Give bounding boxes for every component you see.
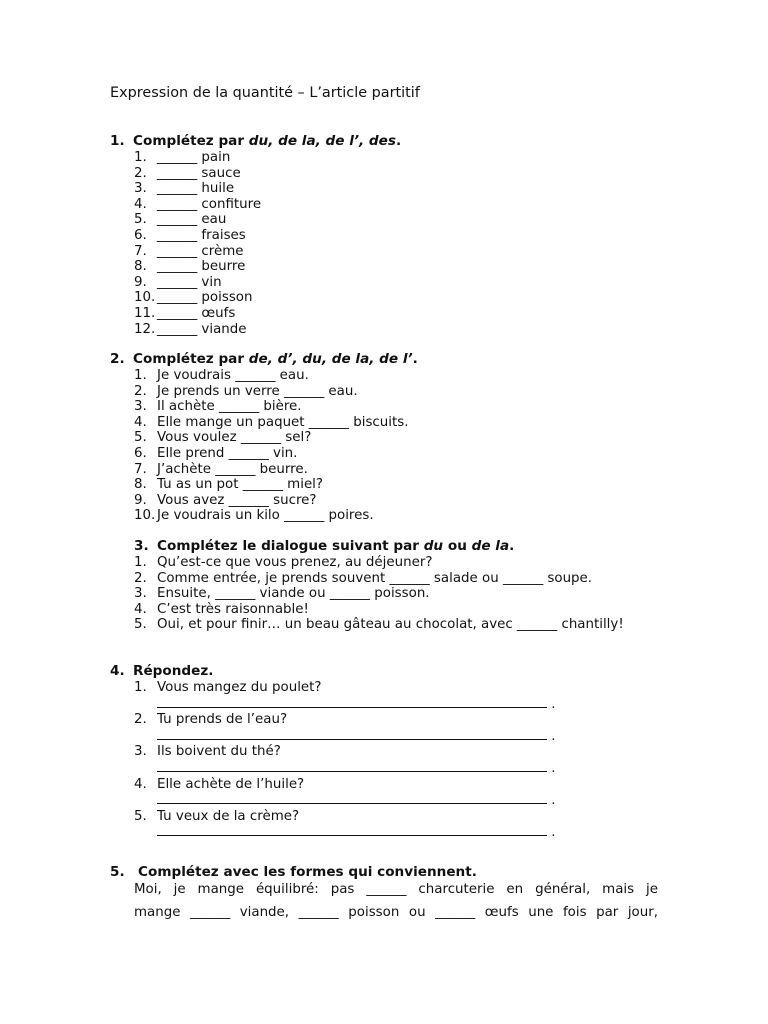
list-item <box>134 586 624 602</box>
paragraph-line: mange ______ viande, ______ poisson ou ______ œufs une fois par jour, <box>134 905 658 920</box>
item-number: 9. <box>134 492 147 508</box>
item-text: ______ œufs <box>157 305 236 321</box>
item-text: J’achète ______ beurre. <box>157 461 308 477</box>
list-item <box>134 430 408 446</box>
item-number: 4. <box>134 196 147 212</box>
section-number: 4. <box>110 663 125 679</box>
list-item <box>134 322 261 338</box>
list-item <box>134 368 408 384</box>
instruction-end: . <box>395 133 402 149</box>
answer-line[interactable] <box>157 824 547 836</box>
item-number: 2. <box>134 165 147 181</box>
answer-dot: . <box>551 825 556 841</box>
instruction-text: Complétez par <box>133 351 249 367</box>
list-item <box>134 415 408 431</box>
item-text: Elle achète de l’huile? <box>157 776 305 792</box>
item-text: ______ eau <box>157 212 227 228</box>
answer-row <box>134 760 556 777</box>
list-item <box>134 181 261 197</box>
section-number: 5. <box>110 864 125 880</box>
list-item <box>134 275 261 291</box>
section-number: 1. <box>110 133 125 149</box>
item-text: ______ beurre <box>157 259 246 275</box>
instruction-word-1: du <box>423 538 444 554</box>
instruction-end: . <box>509 538 515 554</box>
item-number: 7. <box>134 243 147 259</box>
list-item <box>134 617 624 633</box>
list-item <box>134 602 624 618</box>
section-5-paragraph <box>134 878 658 924</box>
list-item <box>134 259 261 275</box>
list-item <box>134 744 556 760</box>
item-number: 1. <box>134 150 147 165</box>
item-text: Je prends un verre ______ eau. <box>157 383 358 399</box>
list-item <box>134 712 556 728</box>
list-item <box>134 306 261 322</box>
item-number: 9. <box>134 274 147 290</box>
section-1-list <box>134 150 261 337</box>
item-number: 3. <box>134 586 147 602</box>
item-number: 10. <box>134 290 156 306</box>
item-number: 8. <box>134 259 147 275</box>
list-item <box>134 166 261 182</box>
item-text: ______ huile <box>157 181 235 197</box>
item-text: Elle prend ______ vin. <box>157 445 298 461</box>
item-text: Elle mange un paquet ______ biscuits. <box>157 414 409 430</box>
item-text: ______ viande <box>157 321 247 337</box>
list-item <box>134 212 261 228</box>
section-3-heading <box>134 539 514 555</box>
section-1-heading <box>110 134 401 150</box>
answer-row <box>134 824 556 841</box>
item-number: 11. <box>134 305 156 321</box>
answer-dot: . <box>551 793 556 809</box>
instruction-mid: ou <box>443 538 472 554</box>
list-item <box>134 680 556 696</box>
item-text: ______ confiture <box>157 196 262 212</box>
list-item <box>134 244 261 260</box>
instruction-text: Complétez par <box>133 133 249 149</box>
answer-line[interactable] <box>157 696 547 708</box>
item-text: Tu prends de l’eau? <box>157 712 288 728</box>
item-text: Vous voulez ______ sel? <box>157 430 312 446</box>
answer-dot: . <box>551 696 556 712</box>
list-item <box>134 508 408 524</box>
paragraph-line: Moi, je mange équilibré: pas ______ charcuterie en général, mais je <box>134 882 658 897</box>
list-item <box>134 462 408 478</box>
item-number: 5. <box>134 617 147 633</box>
section-number: 3. <box>134 538 149 554</box>
item-text: ______ poisson <box>157 290 253 306</box>
instruction-text: Répondez. <box>133 663 214 679</box>
item-number: 4. <box>134 414 147 430</box>
item-number: 3. <box>134 399 147 415</box>
item-number: 8. <box>134 477 147 493</box>
answer-dot: . <box>551 760 556 776</box>
item-number: 7. <box>134 461 147 477</box>
item-number: 5. <box>134 430 147 446</box>
item-number: 6. <box>134 227 147 243</box>
section-4-list <box>134 680 556 841</box>
answer-line[interactable] <box>157 792 547 804</box>
item-text: Vous mangez du poulet? <box>157 680 322 695</box>
item-text: ______ pain <box>157 150 231 165</box>
list-item <box>134 384 408 400</box>
item-number: 2. <box>134 383 147 399</box>
item-text: Ils boivent du thé? <box>157 744 281 760</box>
instruction-word-2: de la <box>471 538 510 554</box>
item-text: Vous avez ______ sucre? <box>157 492 317 508</box>
item-text: Je voudrais un kilo ______ poires. <box>157 508 374 524</box>
instruction-words: du, de la, de l’, des <box>248 133 396 149</box>
answer-line[interactable] <box>157 760 547 772</box>
item-number: 10. <box>134 508 156 524</box>
answer-dot: . <box>551 728 556 744</box>
section-2-list <box>134 368 408 524</box>
list-item <box>134 571 624 587</box>
item-text: Comme entrée, je prends souvent ______ salade ou ______ soupe. <box>157 570 593 586</box>
list-item <box>134 777 556 793</box>
instruction-words: de, d’, du, de la, de l’ <box>248 351 413 367</box>
item-text: ______ fraises <box>157 227 246 243</box>
item-number: 12. <box>134 321 156 337</box>
item-text: Tu veux de la crème? <box>157 808 300 824</box>
item-number: 1. <box>134 680 147 695</box>
item-number: 1. <box>134 368 147 383</box>
item-text: C’est très raisonnable! <box>157 601 309 617</box>
item-text: Tu as un pot ______ miel? <box>157 477 324 493</box>
list-item <box>134 809 556 825</box>
list-item <box>134 477 408 493</box>
item-text: Ensuite, ______ viande ou ______ poisson. <box>157 586 430 602</box>
item-number: 2. <box>134 570 147 586</box>
item-number: 5. <box>134 808 147 824</box>
item-number: 4. <box>134 776 147 792</box>
item-number: 2. <box>134 712 147 728</box>
section-2-heading <box>110 352 418 368</box>
item-number: 1. <box>134 555 147 570</box>
list-item <box>134 555 624 571</box>
item-text: Il achète ______ bière. <box>157 399 302 415</box>
list-item <box>134 446 408 462</box>
list-item <box>134 399 408 415</box>
page-title: Expression de la quantité – L’article partitif <box>110 85 420 101</box>
item-text: Oui, et pour finir… un beau gâteau au chocolat, avec ______ chantilly! <box>157 617 624 633</box>
answer-line[interactable] <box>157 728 547 740</box>
answer-row <box>134 792 556 809</box>
answer-row <box>134 728 556 745</box>
section-4-heading <box>110 664 213 680</box>
item-number: 4. <box>134 601 147 617</box>
item-text: Je voudrais ______ eau. <box>157 368 309 383</box>
answer-row <box>134 696 556 713</box>
instruction-text: Complétez le dialogue suivant par <box>157 538 424 554</box>
list-item <box>134 493 408 509</box>
list-item <box>134 228 261 244</box>
item-number: 3. <box>134 181 147 197</box>
item-number: 6. <box>134 445 147 461</box>
list-item <box>134 150 261 166</box>
item-text: ______ crème <box>157 243 244 259</box>
instruction-end: . <box>412 351 418 367</box>
list-item <box>134 197 261 213</box>
section-number: 2. <box>110 351 125 367</box>
item-number: 5. <box>134 212 147 228</box>
item-text: ______ sauce <box>157 165 241 181</box>
section-3-list <box>134 555 624 633</box>
item-text: ______ vin <box>157 274 222 290</box>
instruction-text: Complétez avec les formes qui conviennent. <box>138 864 477 880</box>
item-text: Qu’est-ce que vous prenez, au déjeuner? <box>157 555 433 570</box>
item-number: 3. <box>134 744 147 760</box>
list-item <box>134 290 261 306</box>
